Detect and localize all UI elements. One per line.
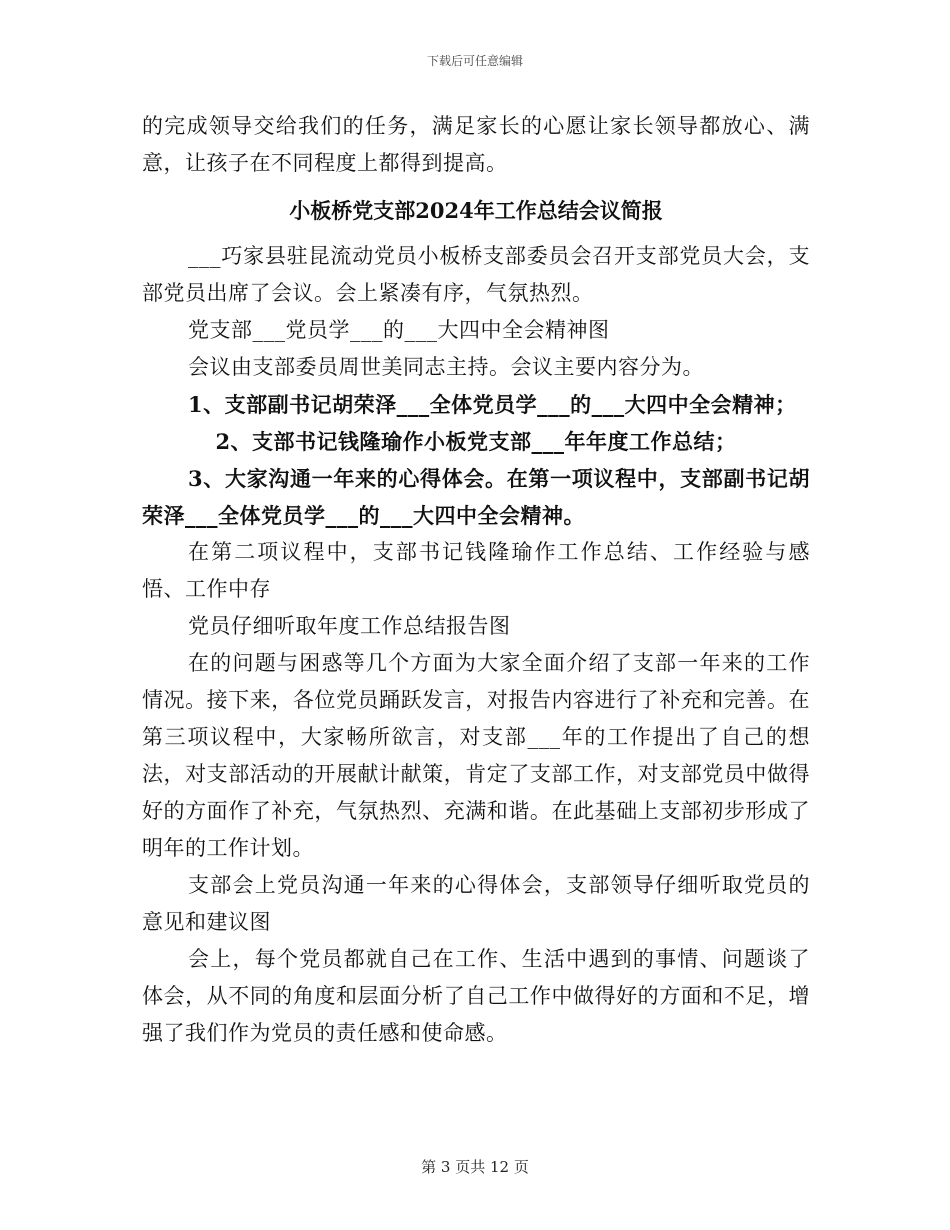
page-header: 下载后可任意编辑 [426, 54, 523, 68]
document-title: 小板桥党支部2024年工作总结会议简报 [289, 198, 663, 223]
agenda-item-3: 3、大家沟通一年来的心得体会。在第一项议程中，支部副书记胡荣泽___全体党员学___的___大四中全会精神。 [142, 466, 810, 528]
image-caption: 党支部___党员学___的___大四中全会精神图 [188, 318, 610, 342]
paragraph: ___巧家县驻昆流动党员小板桥支部委员会召开支部党员大会，支部党员出席了会议。会上紧凑有序，气氛热烈。 [142, 244, 810, 305]
image-caption: 党员仔细听取年度工作总结报告图 [188, 614, 511, 638]
paragraph: 会议由支部委员周世美同志主持。会议主要内容分为。 [188, 355, 704, 379]
page-footer: 第 3 页共 12 页 [421, 1158, 529, 1176]
paragraph: 的完成领导交给我们的任务，满足家长的心愿让家长领导都放心、满意，让孩子在不同程度上都得到提高。 [142, 114, 810, 175]
agenda-item-2: 2、支部书记钱隆瑜作小板党支部___年年度工作总结； [215, 429, 737, 454]
document-body [142, 108, 810, 1052]
image-caption: 支部会上党员沟通一年来的心得体会，支部领导仔细听取党员的意见和建议图 [142, 873, 810, 934]
paragraph: 在的问题与困惑等几个方面为大家全面介绍了支部一年来的工作情况。接下来，各位党员踊跃发言，对报告内容进行了补充和完善。在第三项议程中，大家畅所欲言，对支部___年的工作提出了自己的想法，对支部活动的开展献计献策，肯定了支部工作，对支部党员中做得好的方面作了补充，气氛热烈、充满和谐。在此基础上支部初步形成了明年的工作计划。 [142, 651, 810, 860]
paragraph: 在第二项议程中，支部书记钱隆瑜作工作总结、工作经验与感悟、工作中存 [142, 540, 810, 601]
agenda-item-1: 1、支部副书记胡荣泽___全体党员学___的___大四中全会精神； [188, 392, 797, 417]
paragraph: 会上，每个党员都就自己在工作、生活中遇到的事情、问题谈了体会，从不同的角度和层面分析了自己工作中做得好的方面和不足，增强了我们作为党员的责任感和使命感。 [142, 947, 810, 1045]
